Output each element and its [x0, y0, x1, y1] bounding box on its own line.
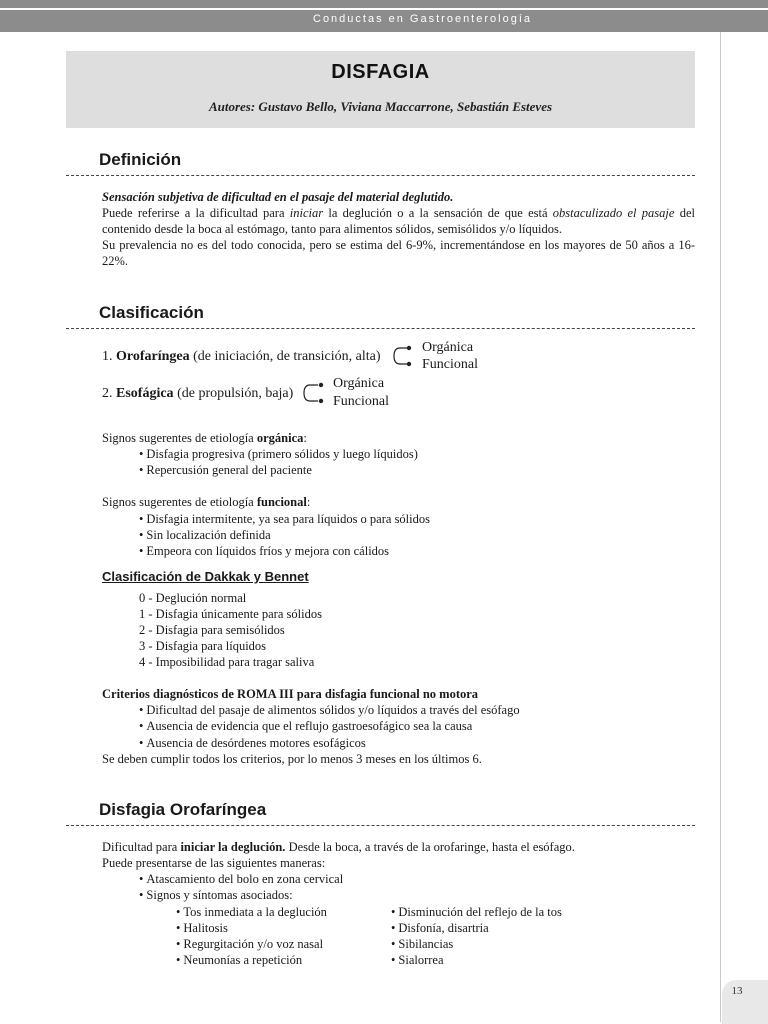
- orofaringea-paragraph-2: Puede presentarse de las siguientes maneras:: [102, 856, 326, 870]
- list-item: • Ausencia de desórdenes motores esofágicos: [139, 735, 366, 751]
- margin-rule: [720, 32, 721, 1022]
- list-item: • Neumonías a repetición: [176, 952, 302, 968]
- subheading-dakkak-bennet: Clasificación de Dakkak y Bennet: [102, 569, 309, 584]
- classification-item-esofagica: [102, 385, 293, 403]
- running-title: Conductas en Gastroenterología: [309, 11, 536, 27]
- section-divider: [66, 825, 695, 826]
- list-item: 2 - Disfagia para semisólidos: [139, 623, 285, 637]
- list-item: • Ausencia de evidencia que el reflujo gastroesofágico sea la causa: [139, 718, 472, 734]
- definition-paragraph-1: [102, 205, 695, 237]
- list-item: 4 - Imposibilidad para tragar saliva: [139, 655, 315, 669]
- text-run: Desde la boca, a través de la orofaringe, hasta el esófago.: [285, 840, 575, 854]
- section-heading-definicion: Definición: [99, 150, 182, 169]
- list-item: • Atascamiento del bolo en zona cervical: [139, 871, 343, 887]
- header-rule: [0, 8, 768, 10]
- emphasis-run: obstaculizado el pasaje: [552, 206, 675, 220]
- item-number: 1.: [102, 349, 116, 364]
- list-item: • Disminución del reflejo de la tos: [391, 904, 562, 920]
- item-term: Esofágica: [116, 386, 174, 401]
- list-item: 0 - Deglución normal: [139, 591, 247, 605]
- header-bar: [0, 0, 768, 32]
- text-run: Signos sugerentes de etiología: [102, 495, 257, 509]
- list-item: • Repercusión general del paciente: [139, 462, 312, 478]
- text-run: la deglución o a la sensación de que está: [323, 206, 553, 220]
- page-title: DISFAGIA: [331, 61, 430, 83]
- list-item: • Halitosis: [176, 920, 228, 936]
- text-run: Puede referirse a la dificultad para: [102, 206, 290, 220]
- list-item: • Regurgitación y/o voz nasal: [176, 936, 323, 952]
- roma-criteria-heading: Criterios diagnósticos de ROMA III para disfagia funcional no motora: [102, 687, 479, 701]
- text-run: del contenido desde la boca al estómago, tanto para alimentos sólidos, semisólidos y/o líquidos.: [102, 206, 695, 236]
- section-heading-orofaringea: Disfagia Orofaríngea: [99, 800, 267, 819]
- branch-label-organica: Orgánica: [422, 340, 474, 355]
- item-detail: (de propulsión, baja): [173, 386, 294, 401]
- list-item: • Sin localización definida: [139, 527, 271, 543]
- list-item: • Signos y síntomas asociados:: [139, 887, 293, 903]
- definition-paragraph-2: Su prevalencia no es del todo conocida, pero se estima del 6-9%, incrementándose en los mayores de 50 años a 16-22%.: [102, 238, 695, 268]
- item-detail: (de iniciación, de transición, alta): [189, 349, 381, 364]
- section-divider: [66, 328, 695, 329]
- branch-brace-icon: [300, 377, 330, 409]
- section-divider: [66, 175, 695, 176]
- list-item: 3 - Disfagia para líquidos: [139, 639, 267, 653]
- list-item: • Sibilancias: [391, 936, 453, 952]
- roma-criteria-footer: Se deben cumplir todos los criterios, por lo menos 3 meses en los últimos 6.: [102, 752, 482, 766]
- orofaringea-paragraph-1: [102, 839, 575, 855]
- branch-label-funcional: Funcional: [333, 394, 389, 409]
- bold-run: orgánica: [256, 431, 304, 445]
- definition-lead: Sensación subjetiva de dificultad en el pasaje del material deglutido.: [102, 190, 454, 204]
- branch-label-organica: Orgánica: [333, 376, 385, 391]
- page-number: 13: [731, 985, 743, 997]
- authors: Autores: Gustavo Bello, Viviana Maccarrone, Sebastián Esteves: [208, 99, 553, 114]
- list-item: • Disfagia intermitente, ya sea para líquidos o para sólidos: [139, 511, 430, 527]
- emphasis-run: iniciar: [289, 206, 324, 220]
- branch-label-funcional: Funcional: [422, 357, 478, 372]
- list-item: • Disfagia progresiva (primero sólidos y luego líquidos): [139, 446, 418, 462]
- title-box: [66, 51, 695, 128]
- item-number: 2.: [102, 386, 116, 401]
- list-item: 1 - Disfagia únicamente para sólidos: [139, 607, 322, 621]
- functional-signs-intro: Signos sugerentes de etiología funcional:: [102, 495, 311, 509]
- bold-run: funcional: [256, 495, 307, 509]
- list-item: • Dificultad del pasaje de alimentos sólidos y/o líquidos a través del esófago: [139, 702, 520, 718]
- organic-signs-intro: Signos sugerentes de etiología orgánica:: [102, 431, 307, 445]
- list-item: • Disfonía, disartria: [391, 920, 489, 936]
- section-heading-clasificacion: Clasificación: [99, 303, 204, 322]
- item-term: Orofaríngea: [116, 349, 190, 364]
- text-run: Signos sugerentes de etiología: [102, 431, 257, 445]
- list-item: • Sialorrea: [391, 952, 444, 968]
- list-item: • Empeora con líquidos fríos y mejora con cálidos: [139, 543, 389, 559]
- branch-brace-icon: [390, 340, 420, 372]
- text-run: Dificultad para: [102, 840, 181, 854]
- bold-run: iniciar la deglución.: [180, 840, 286, 854]
- classification-item-orofaringea: [102, 348, 381, 366]
- list-item: • Tos inmediata a la deglución: [176, 904, 327, 920]
